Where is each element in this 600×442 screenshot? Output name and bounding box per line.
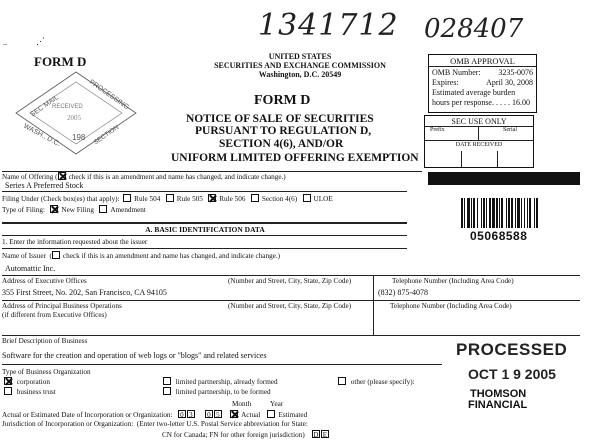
section-4-6-checkbox[interactable]	[251, 194, 259, 202]
section-a-title: A. BASIC IDENTIFICATION DATA	[145, 225, 265, 234]
issuer-value: Automattic Inc.	[5, 264, 56, 273]
offering-note: check if this is an amendment and name has changed, and indicate change.)	[68, 173, 286, 181]
jurisdiction-hint-2: CN for Canada; FN for other foreign jurisdiction)	[162, 431, 305, 439]
other-checkbox[interactable]	[338, 377, 346, 385]
barcode-number: 05068588	[470, 229, 528, 243]
sec-serial-label: Serial	[503, 127, 517, 133]
rule-505-label: Rule 505	[176, 195, 203, 203]
redaction-bar	[428, 172, 580, 185]
offering-label: Name of Offering ( check if this is an amendment and name has changed, and indicate change.)	[2, 173, 286, 181]
processed-date-stamp: OCT 1 9 2005	[468, 366, 556, 382]
principal-ops-label: Address of Principal Business Operations	[2, 302, 122, 310]
principal-ops-sub: (if different from Executive Offices)	[2, 311, 107, 319]
new-filing-checkbox[interactable]	[50, 205, 58, 213]
month-label: Month	[232, 400, 252, 408]
amendment-label: Amendment	[110, 206, 146, 214]
section-a-item-1: 1. Enter the information requested about the issuer	[2, 238, 148, 246]
lp-to-be-row	[163, 387, 271, 396]
agency-line-1: UNITED STATES	[268, 52, 332, 61]
other-row	[338, 377, 415, 386]
processed-stamp: PROCESSED	[456, 340, 568, 359]
issuer-amendment-checkbox[interactable]	[52, 251, 60, 259]
rule-506-label: Rule 506	[219, 195, 246, 203]
omb-expires-label: Expires:	[432, 78, 459, 87]
lp-to-be-checkbox[interactable]	[163, 387, 171, 395]
filing-under-label: Filing Under (Check box(es) that apply):	[2, 195, 120, 203]
sec-received-stamp	[12, 70, 140, 156]
jurisdiction-row	[2, 420, 308, 428]
omb-number-label: OMB Number:	[432, 68, 481, 77]
incorporation-row	[2, 410, 307, 419]
omb-burden-2: hours per response. . . . . 16.00	[432, 98, 530, 107]
rule-506-checkbox[interactable]	[208, 194, 216, 202]
sec-use-only-box	[424, 115, 534, 168]
offering-label-text: Name of Offering	[2, 173, 54, 181]
financial-label: FINANCIAL	[468, 399, 528, 411]
year-label: Year	[270, 400, 284, 408]
month-digit-2[interactable]: 3	[187, 410, 195, 418]
omb-burden-1: Estimated average burden	[432, 88, 516, 97]
new-filing-label: New Filing	[61, 206, 94, 214]
form-title-center: FORM D	[254, 93, 311, 108]
business-value: Software for the creation and operation of web logs or "blogs" and related services	[2, 351, 267, 360]
jurisdiction-label: Jurisdiction of Incorporation or Organization:	[2, 420, 134, 428]
stamp-top-text: RECEIVED	[52, 104, 83, 110]
agency-line-2: SECURITIES AND EXCHANGE COMMISSION	[214, 61, 386, 70]
uloe-label: ULOE	[313, 195, 333, 203]
issuer-note: check if this is an amendment and name has changed, and indicate change.)	[62, 252, 281, 260]
jurisdiction-letter-2[interactable]: E	[322, 431, 328, 439]
stamp-section-text: SECTION	[92, 123, 121, 147]
filing-type-row	[2, 205, 146, 214]
form-label-left: FORM D	[34, 54, 87, 69]
org-type-label: Type of Business Organization	[2, 368, 91, 376]
actual-checkbox[interactable]	[230, 410, 238, 418]
lp-formed-row	[163, 377, 278, 386]
exec-offices-label: Address of Executive Offices	[2, 277, 87, 285]
issuer-label: Name of Issuer	[2, 252, 46, 260]
notice-title-2: PURSUANT TO REGULATION D,	[195, 125, 372, 137]
notice-title-1: NOTICE OF SALE OF SECURITIES	[186, 113, 374, 125]
other-label: other (please specify):	[350, 378, 415, 386]
month-digit-1[interactable]: 0	[178, 410, 186, 418]
business-trust-label: business trust	[16, 388, 56, 396]
exec-phone-value: (832) 875-4078	[378, 288, 428, 297]
actual-label: Actual	[241, 411, 261, 419]
principal-ops-hint: (Number and Street, City, State, Zip Code)	[228, 302, 352, 310]
notice-title-4: UNIFORM LIMITED OFFERING EXEMPTION	[171, 152, 419, 164]
section-4-6-label: Section 4(6)	[261, 195, 298, 203]
stamp-left-text: SEC MAIL	[29, 94, 61, 119]
rule-504-label: Rule 504	[134, 195, 161, 203]
agency-line-3: Washington, D.C. 20549	[258, 70, 342, 79]
year-digit-1[interactable]: 0	[205, 410, 213, 418]
lp-to-be-label: limited partnership, to be formed	[175, 388, 271, 396]
offering-amendment-checkbox[interactable]	[58, 172, 66, 180]
lp-formed-label: limited partnership, already formed	[175, 378, 278, 386]
corporation-label: corporation	[16, 378, 50, 386]
exec-offices-hint: (Number and Street, City, State, Zip Code)	[228, 277, 352, 285]
omb-expires-value: April 30, 2008	[486, 78, 533, 87]
lp-formed-checkbox[interactable]	[163, 377, 171, 385]
jurisdiction-hint-row	[162, 430, 330, 439]
stamp-num-text: 198	[72, 133, 86, 142]
omb-number-value: 3235-0076	[498, 68, 533, 77]
notice-title-3: SECTION 4(6), AND/OR	[219, 138, 344, 150]
business-trust-row	[4, 387, 56, 396]
stamp-date-text: 2005	[67, 114, 81, 122]
rule-504-checkbox[interactable]	[123, 194, 131, 202]
stamp-bottom-text: WASH., D.C.	[22, 122, 62, 149]
stamp-right-text: PROCESSING	[87, 78, 131, 112]
sec-date-received-label: DATE RECEIVED	[455, 142, 503, 148]
document-barcode	[461, 198, 565, 228]
sec-prefix-label: Prefix	[430, 127, 445, 133]
year-digit-2[interactable]: 5	[214, 410, 222, 418]
estimated-label: Estimated	[278, 411, 308, 419]
corporation-row	[4, 377, 50, 386]
rule-505-checkbox[interactable]	[166, 194, 174, 202]
omb-approval-box	[428, 54, 537, 113]
business-trust-checkbox[interactable]	[4, 387, 12, 395]
estimated-checkbox[interactable]	[267, 410, 275, 418]
filing-under-row	[2, 194, 333, 203]
exec-phone-label: Telephone Number (Including Area Code)	[392, 277, 514, 285]
filing-type-label: Type of Filing:	[2, 206, 46, 214]
uloe-checkbox[interactable]	[303, 194, 311, 202]
jurisdiction-letter-1[interactable]: D	[313, 431, 319, 439]
principal-phone-label: Telephone Number (Including Area Code)	[390, 302, 512, 310]
jurisdiction-hint-1: (Enter two-letter U.S. Postal Service abbreviation for State:	[136, 420, 308, 428]
exec-offices-value: 355 First Street, No. 202, San Francisco, CA 94105	[2, 288, 167, 297]
corporation-checkbox[interactable]	[4, 377, 12, 385]
offering-value: Series A Preferred Stock	[5, 181, 84, 190]
handwritten-file-number: 1341712	[258, 8, 399, 43]
corner-mark-2: ⋰	[36, 36, 45, 46]
issuer-label-row: Name of Issuer ( check if this is an amendment and name has changed, and indicate change.)	[2, 252, 281, 260]
amendment-checkbox[interactable]	[99, 205, 107, 213]
omb-title: OMB APPROVAL	[450, 56, 515, 66]
incorporation-label: Actual or Estimated Date of Incorporation or Organization:	[2, 411, 173, 419]
business-label: Brief Description of Business	[2, 337, 88, 345]
thomson-label: THOMSON	[470, 388, 527, 400]
corner-mark: ..	[3, 38, 7, 47]
handwritten-initials: 028407	[424, 14, 524, 44]
sec-use-title: SEC USE ONLY	[451, 117, 507, 126]
